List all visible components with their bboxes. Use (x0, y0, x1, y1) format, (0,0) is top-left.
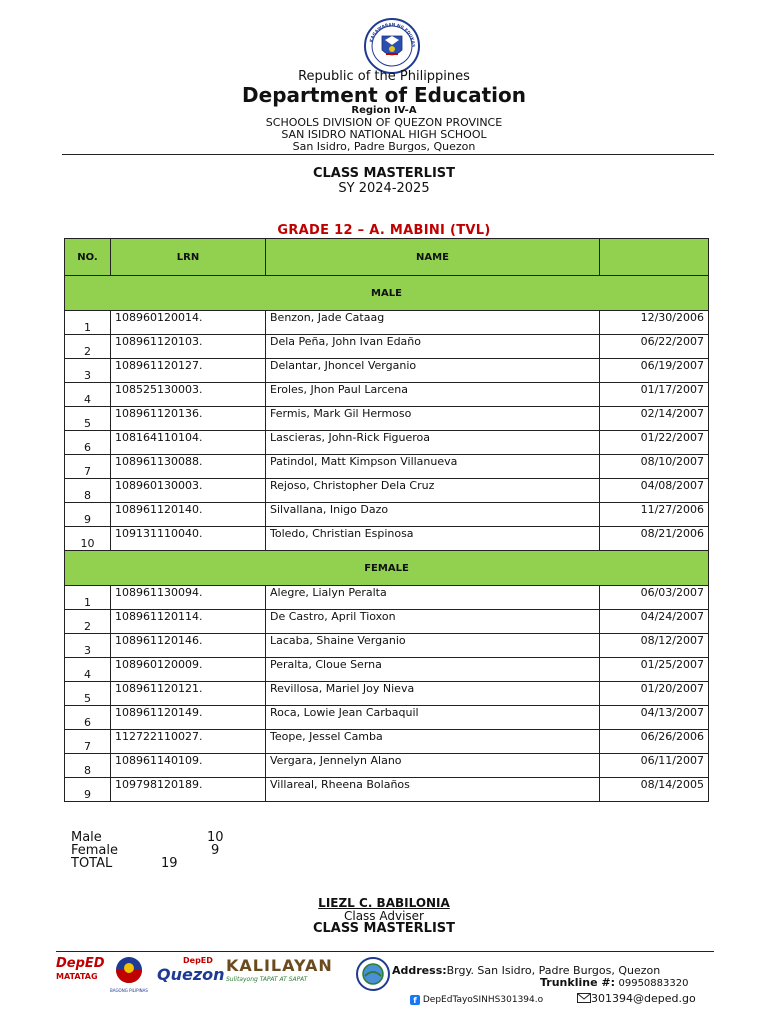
row-number: 8 (65, 754, 111, 778)
signatory-document-label: CLASS MASTERLIST (312, 921, 456, 936)
summary-female-count: 9 (211, 843, 220, 858)
row-lrn: 108960120014. (111, 311, 266, 335)
deped-quezon-small: DepED (183, 956, 213, 965)
school-year: SY 2024-2025 (338, 181, 430, 196)
bagong-pilipinas-logo (106, 956, 152, 992)
facebook-icon: f (410, 995, 420, 1005)
trunkline-label: Trunkline #: (540, 976, 615, 989)
table-row (65, 682, 709, 706)
row-birthdate: 08/21/2006 (600, 527, 709, 551)
row-birthdate: 01/25/2007 (600, 658, 709, 682)
footer-divider (56, 951, 714, 952)
summary-male-label: Male (71, 830, 102, 845)
row-name: Lascieras, John-Rick Figueroa (266, 431, 600, 455)
kalilayan-logo-text: KALILAYAN (226, 956, 333, 975)
row-lrn: 108961120136. (111, 407, 266, 431)
row-number: 3 (65, 634, 111, 658)
address-label: Address: (392, 964, 447, 977)
row-name: Alegre, Lialyn Peralta (266, 586, 600, 610)
table-row (65, 586, 709, 610)
table-row (65, 658, 709, 682)
kalilayan-tagline: Sulitayong TAPAT AT SAPAT (226, 976, 308, 983)
table-row (65, 359, 709, 383)
quezon-logo-text: Quezon (157, 965, 225, 984)
row-number: 8 (65, 479, 111, 503)
row-birthdate: 01/17/2007 (600, 383, 709, 407)
matatag-logo-text: MATATAG (56, 972, 98, 981)
facebook-handle: DepEdTayoSINHS301394.o (422, 995, 544, 1005)
row-name: Fermis, Mark Gil Hermoso (266, 407, 600, 431)
summary-female-label: Female (71, 843, 119, 858)
row-name: Eroles, Jhon Paul Larcena (266, 383, 600, 407)
row-number: 6 (65, 431, 111, 455)
table-row (65, 455, 709, 479)
table-body (65, 276, 709, 802)
adviser-name: LIEZL C. BABILONIA (318, 896, 450, 910)
row-lrn: 108961120140. (111, 503, 266, 527)
row-lrn: 108960120009. (111, 658, 266, 682)
deped-seal-logo (364, 18, 420, 74)
row-birthdate: 11/27/2006 (600, 503, 709, 527)
table-row (65, 754, 709, 778)
row-number: 6 (65, 706, 111, 730)
row-name: Vergara, Jennelyn Alano (266, 754, 600, 778)
row-birthdate: 06/22/2007 (600, 335, 709, 359)
row-lrn: 108961120149. (111, 706, 266, 730)
row-lrn: 108960130003. (111, 479, 266, 503)
row-lrn: 108164110104. (111, 431, 266, 455)
row-birthdate: 08/14/2005 (600, 778, 709, 802)
row-birthdate: 06/03/2007 (600, 586, 709, 610)
row-name: De Castro, April Tioxon (266, 610, 600, 634)
row-number: 3 (65, 359, 111, 383)
row-lrn: 108961130088. (111, 455, 266, 479)
summary-male-count: 10 (207, 830, 224, 845)
row-lrn: 108525130003. (111, 383, 266, 407)
row-lrn: 108961140109. (111, 754, 266, 778)
row-number: 1 (65, 311, 111, 335)
row-lrn: 109131110040. (111, 527, 266, 551)
table-row (65, 503, 709, 527)
row-birthdate: 01/20/2007 (600, 682, 709, 706)
trunkline-value: 09950883320 (618, 978, 689, 989)
table-row (65, 335, 709, 359)
row-lrn: 108961120114. (111, 610, 266, 634)
row-name: Revillosa, Mariel Joy Nieva (266, 682, 600, 706)
row-name: Lacaba, Shaine Verganio (266, 634, 600, 658)
row-birthdate: 04/24/2007 (600, 610, 709, 634)
school-seal-logo (354, 956, 392, 992)
row-lrn: 108961120103. (111, 335, 266, 359)
table-row (65, 778, 709, 802)
republic-label: Republic of the Philippines (298, 69, 470, 84)
row-birthdate: 01/22/2007 (600, 431, 709, 455)
deped-logo-text: DepED (56, 956, 105, 971)
address-value: Brgy. San Isidro, Padre Burgos, Quezon (446, 964, 661, 977)
document-title: CLASS MASTERLIST (312, 166, 456, 181)
row-name: Dela Peña, John Ivan Edaño (266, 335, 600, 359)
table-row (65, 730, 709, 754)
row-name: Delantar, Jhoncel Verganio (266, 359, 600, 383)
female-section-header (65, 551, 709, 586)
table-row (65, 706, 709, 730)
row-name: Toledo, Christian Espinosa (266, 527, 600, 551)
male-section-header-label: MALE (65, 276, 709, 311)
seal-text: KAGAWARAN NG EDUKAS (368, 21, 417, 48)
row-lrn: 112722110027. (111, 730, 266, 754)
footer-facebook[interactable] (410, 995, 543, 1005)
table-row (65, 431, 709, 455)
col-header-name: NAME (266, 239, 600, 276)
masterlist-table (64, 238, 709, 802)
adviser-role: Class Adviser (343, 909, 424, 923)
row-name: Villareal, Rheena Bolaños (266, 778, 600, 802)
row-birthdate: 04/08/2007 (600, 479, 709, 503)
row-name: Peralta, Cloue Serna (266, 658, 600, 682)
row-lrn: 108961130094. (111, 586, 266, 610)
row-lrn: 108961120127. (111, 359, 266, 383)
email-icon (577, 993, 591, 1003)
summary-total-label: TOTAL (71, 856, 113, 871)
row-number: 2 (65, 610, 111, 634)
row-lrn: 108961120121. (111, 682, 266, 706)
deped-matatag-logo (56, 956, 105, 992)
row-birthdate: 06/19/2007 (600, 359, 709, 383)
row-number: 10 (65, 527, 111, 551)
school-name: SAN ISIDRO NATIONAL HIGH SCHOOL (281, 128, 487, 141)
row-number: 7 (65, 455, 111, 479)
row-number: 5 (65, 682, 111, 706)
email-address: 301394@deped.go (591, 992, 696, 1005)
table-row (65, 479, 709, 503)
row-birthdate: 02/14/2007 (600, 407, 709, 431)
row-number: 4 (65, 658, 111, 682)
row-birthdate: 08/12/2007 (600, 634, 709, 658)
row-number: 4 (65, 383, 111, 407)
row-number: 5 (65, 407, 111, 431)
male-section-header (65, 276, 709, 311)
row-birthdate: 04/13/2007 (600, 706, 709, 730)
footer-email[interactable] (577, 992, 696, 1005)
table-header-row (65, 239, 709, 276)
row-name: Benzon, Jade Cataag (266, 311, 600, 335)
row-number: 1 (65, 586, 111, 610)
header-divider (62, 154, 714, 155)
table-row (65, 610, 709, 634)
row-name: Patindol, Matt Kimpson Villanueva (266, 455, 600, 479)
row-number: 2 (65, 335, 111, 359)
school-address: San Isidro, Padre Burgos, Quezon (292, 140, 476, 153)
row-birthdate: 12/30/2006 (600, 311, 709, 335)
row-birthdate: 06/11/2007 (600, 754, 709, 778)
col-header-lrn: LRN (111, 239, 266, 276)
row-number: 7 (65, 730, 111, 754)
female-section-header-label: FEMALE (65, 551, 709, 586)
region-label: Region IV-A (351, 105, 417, 116)
row-name: Teope, Jessel Camba (266, 730, 600, 754)
table-row (65, 311, 709, 335)
table-row (65, 634, 709, 658)
footer-trunkline (540, 976, 688, 989)
department-title: Department of Education (242, 83, 526, 107)
row-lrn: 108961120146. (111, 634, 266, 658)
table-row (65, 407, 709, 431)
row-name: Silvallana, Inigo Dazo (266, 503, 600, 527)
row-name: Roca, Lowie Jean Carbaquil (266, 706, 600, 730)
row-lrn: 109798120189. (111, 778, 266, 802)
summary-total-count: 19 (161, 856, 178, 871)
division-label: SCHOOLS DIVISION OF QUEZON PROVINCE (265, 116, 503, 129)
bagong-pilipinas-emblem (106, 956, 152, 984)
row-number: 9 (65, 778, 111, 802)
row-number: 9 (65, 503, 111, 527)
kalilayan-logo (226, 956, 350, 992)
bagong-pilipinas-text: BAGONG PILIPINAS (110, 988, 148, 993)
row-birthdate: 06/26/2006 (600, 730, 709, 754)
table-row (65, 527, 709, 551)
row-name: Rejoso, Christopher Dela Cruz (266, 479, 600, 503)
grade-section-title: GRADE 12 – A. MABINI (TVL) (277, 223, 491, 238)
table-row (65, 383, 709, 407)
deped-quezon-logo (157, 956, 223, 992)
row-birthdate: 08/10/2007 (600, 455, 709, 479)
col-header-birthdate (600, 239, 709, 276)
col-header-no: NO. (65, 239, 111, 276)
